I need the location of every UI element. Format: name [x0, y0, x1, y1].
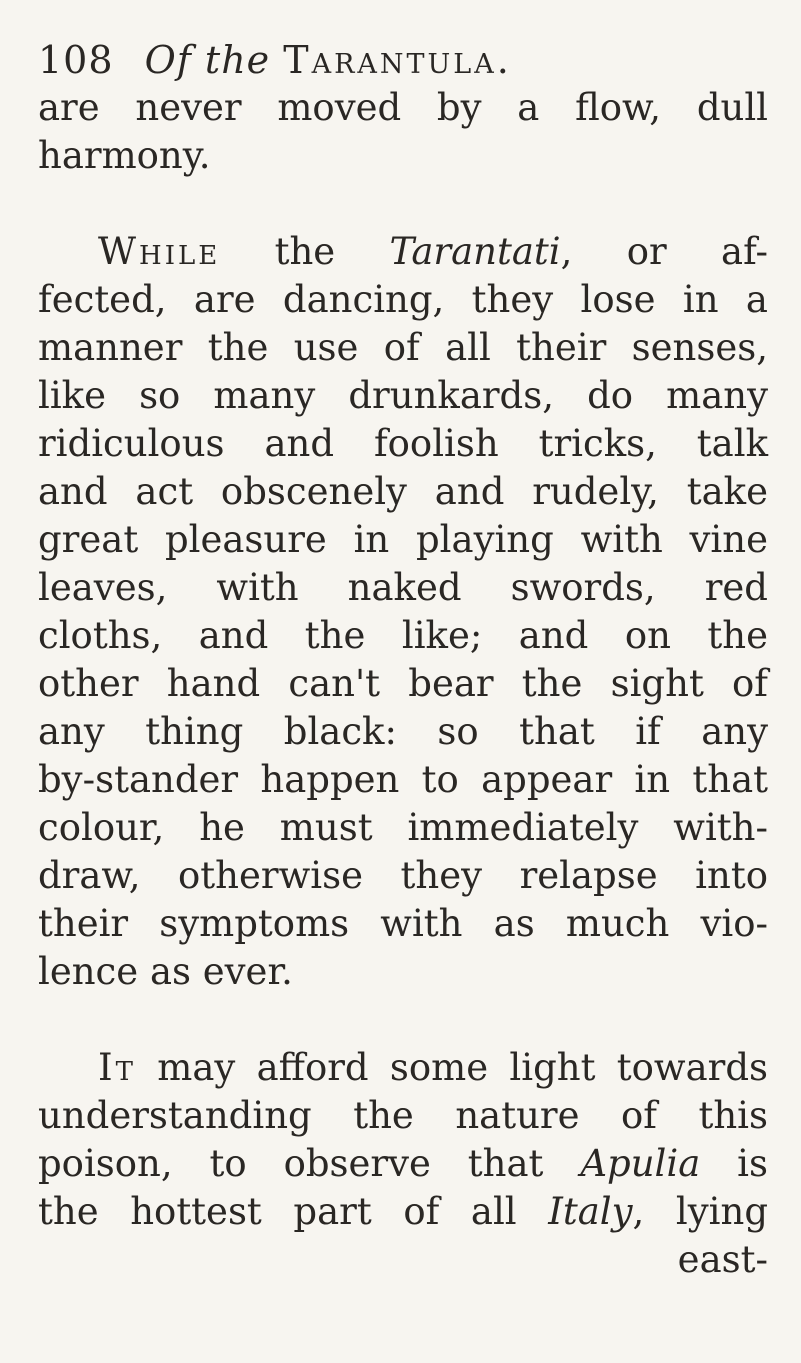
- text-line: and act obscenely and rudely, take: [38, 470, 768, 513]
- text-line: are never moved by a flow, dull: [38, 86, 768, 129]
- text-line-paragraph-start: [98, 1044, 768, 1092]
- italic-place-name: Italy: [548, 1190, 633, 1233]
- text-line: fected, are dancing, they lose in a: [38, 278, 768, 321]
- text-line: cloths, and the like; and on the: [38, 614, 768, 657]
- text-segment: is: [700, 1142, 768, 1185]
- text-segment: , lying: [632, 1190, 769, 1233]
- header-title-italic: Of the: [144, 38, 271, 82]
- text-line: leaves, with naked swords, red: [38, 566, 768, 609]
- italic-place-name: Apulia: [580, 1142, 701, 1185]
- text-line: by-stander happen to appear in that: [38, 758, 768, 801]
- text-line: other hand can't bear the sight of: [38, 662, 768, 705]
- text-line: great pleasure in playing with vine: [38, 518, 768, 561]
- text-line: manner the use of all their senses,: [38, 326, 768, 369]
- text-segment: , or af-: [560, 230, 768, 273]
- text-line: [38, 1140, 768, 1188]
- italic-term: Tarantati: [389, 230, 561, 273]
- text-line: any thing black: so that if any: [38, 710, 768, 753]
- text-segment: the: [220, 230, 390, 273]
- header-title-caps: Tarantula.: [283, 38, 512, 82]
- text-segment: poison, to observe that: [38, 1142, 581, 1185]
- text-line: ridiculous and foolish tricks, talk: [38, 422, 768, 465]
- text-line: [38, 1188, 768, 1236]
- text-line: draw, otherwise they relapse into: [38, 854, 768, 897]
- small-caps-lead: While: [98, 230, 221, 273]
- catchword: east-: [677, 1238, 768, 1281]
- page-number: 108: [38, 38, 114, 82]
- text-segment: may afford some light towards: [135, 1046, 768, 1089]
- text-segment: the hottest part of all: [38, 1190, 549, 1233]
- text-line: colour, he must immediately with-: [38, 806, 768, 849]
- text-line: harmony.: [38, 134, 211, 177]
- small-caps-lead: It: [98, 1046, 136, 1089]
- text-line: understanding the nature of this: [38, 1094, 768, 1137]
- text-line-paragraph-start: [98, 228, 768, 276]
- running-header: [38, 36, 512, 84]
- text-line: their symptoms with as much vio-: [38, 902, 768, 945]
- text-line: lence as ever.: [38, 950, 293, 993]
- text-line: like so many drunkards, do many: [38, 374, 768, 417]
